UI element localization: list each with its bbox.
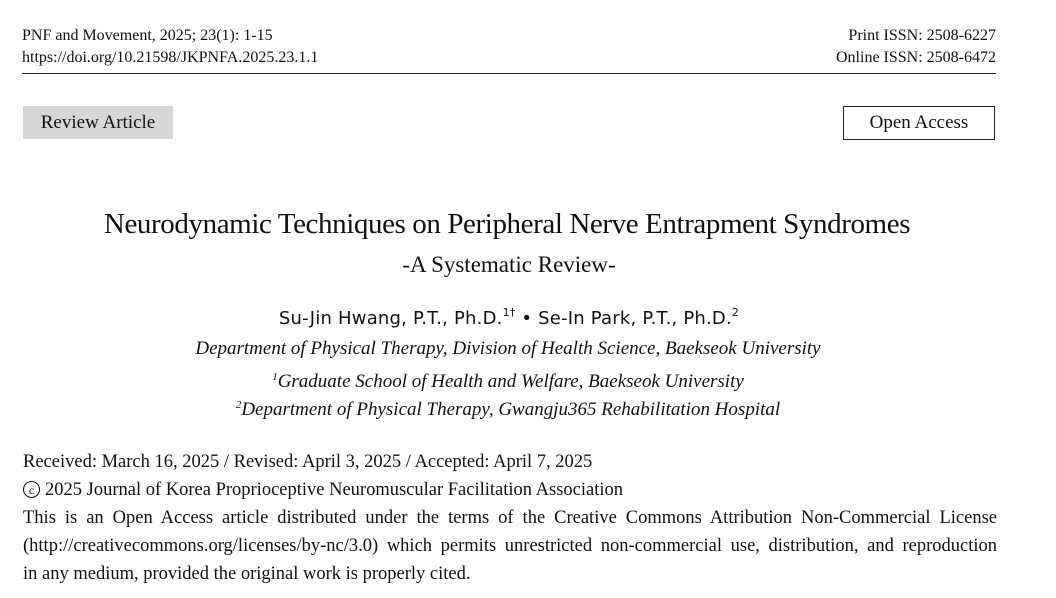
header-right	[836, 25, 996, 69]
author-marks: 2	[731, 306, 740, 319]
affiliation-mark: 1	[272, 371, 278, 383]
paper-title: Neurodynamic Techniques on Peripheral Nerve Entrapment Syndromes	[103, 208, 911, 240]
doi-link[interactable]: https://doi.org/10.21598/JKPNFA.2025.23.1.1	[22, 49, 319, 66]
publication-dates: Received: March 16, 2025 / Revised: April 3, 2025 / Accepted: April 7, 2025	[23, 452, 593, 472]
author-marks: 1†	[502, 306, 516, 319]
author-name: Se-In Park, P.T., Ph.D.	[538, 308, 732, 329]
online-issn: Online ISSN: 2508-6472	[836, 49, 996, 66]
affiliation-text: Department of Physical Therapy, Division of Health Science, Baekseok University	[195, 338, 821, 359]
journal-citation: PNF and Movement, 2025; 23(1): 1-15	[22, 27, 273, 44]
print-issn: Print ISSN: 2508-6227	[848, 27, 996, 44]
paper-subtitle: -A Systematic Review-	[402, 252, 616, 277]
open-access-badge: Open Access	[843, 106, 995, 140]
affiliation	[0, 393, 1016, 422]
affiliation	[0, 365, 1016, 394]
author-name: Su-Jin Hwang, P.T., Ph.D.	[278, 308, 503, 329]
copyright-text: 2025 Journal of Korea Proprioceptive Neuromuscular Facilitation Association	[45, 480, 623, 500]
license-line: in any medium, provided the original work is properly cited.	[23, 564, 471, 584]
affiliation-mark: 2	[235, 399, 242, 411]
affiliation-text: Department of Physical Therapy, Gwangju365 Rehabilitation Hospital	[241, 399, 781, 420]
copyright-icon: c	[23, 481, 40, 498]
license-line: (http://creativecommons.org/licenses/by-nc/3.0) which permits unrestricted non-commercial use, distribution, and reproduction	[23, 536, 997, 556]
license-line: This is an Open Access article distributed under the terms of the Creative Commons Attribution Non-Commercial License	[23, 508, 997, 528]
article-meta	[23, 448, 997, 588]
author-separator: •	[521, 308, 533, 329]
journal-header	[22, 25, 996, 74]
author-list	[0, 300, 1018, 332]
article-type-badge: Review Article	[23, 106, 173, 139]
header-left	[22, 25, 318, 69]
copyright-line	[23, 476, 997, 504]
affiliation	[0, 337, 1016, 361]
affiliation-text: Graduate School of Health and Welfare, Baekseok University	[277, 371, 744, 392]
